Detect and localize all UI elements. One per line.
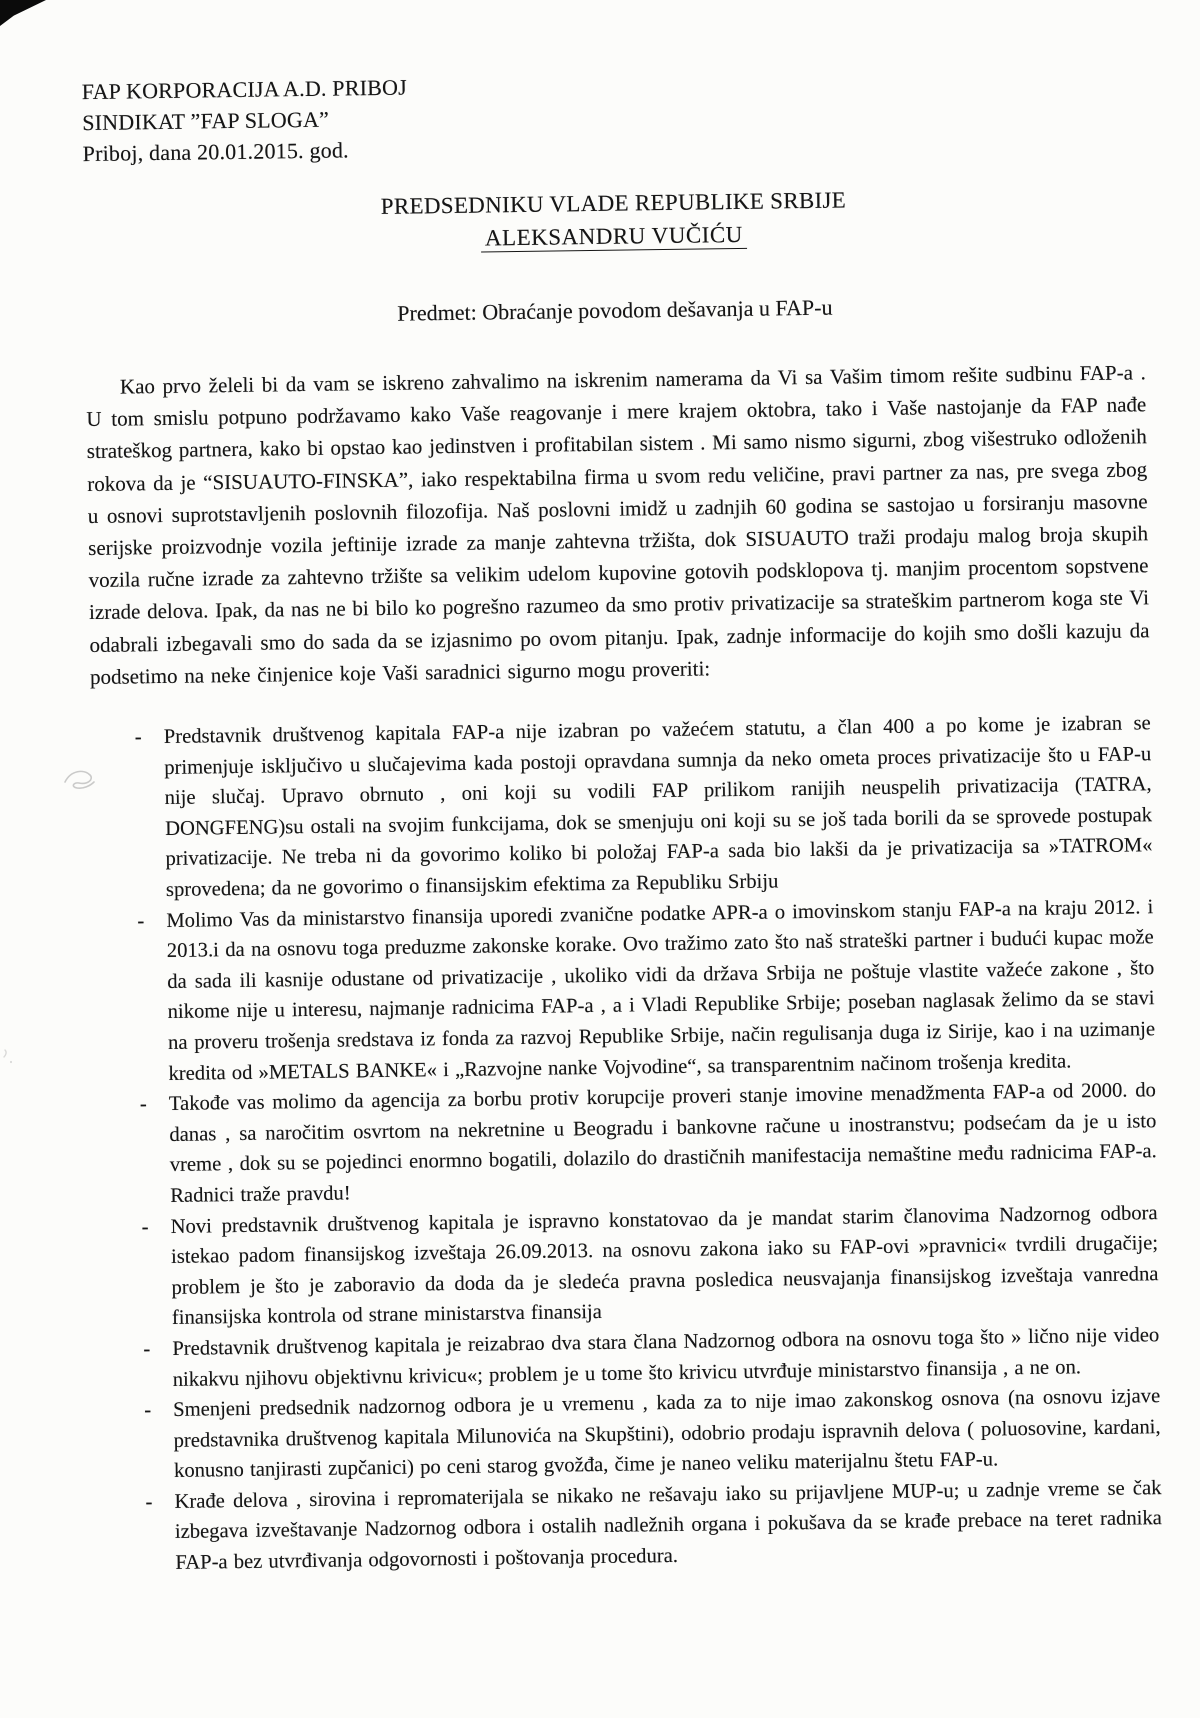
bullet-text: Novi predstavnik društvenog kapitala je ispravno konstatovao da je mandat starim članovima Nadzornog odbora istekao padom finansijskog izveštaja 26.09.2013. na osnovu zakona iako su FAP-ovi »pravnici« tvrdili drugačije; problem je što je zaboravio da doda da je sledeća pravna posledica neusvajanja finansijskog izveštaja vanredna finansijska kontrola od strane ministarstva finansija <box>170 1201 1159 1330</box>
bullet-dash: - <box>145 1491 153 1514</box>
list-item <box>145 1473 1162 1579</box>
bullet-dash: - <box>141 1215 149 1238</box>
bullet-text: Smenjeni predsednik nadzornog odbora je u vremenu , kada za to nije imao zakonskog osnova (na osnovu izjave predstavnika društvenog kapitala Milunovića na Skupštini), odobrio prodaju ispravnih delova ( poluosovine, kardani, konusno tanjirasti zupčanici) po ceni starog gvožđa, čime je naneo veliku materijalnu štetu FAP-u. <box>173 1385 1161 1483</box>
bullet-text: Predstavnik društvenog kapitala je reizabrao dva stara člana Nadzornog odbora na osnovu toga što » lično nije video nikakvu njihovu objektivnu krivicu«; problem je u tome što krivicu utvrđuje ministarstvo finansija , a ne on. <box>172 1324 1160 1391</box>
bullet-list <box>91 708 1163 1579</box>
recipient-name-underlined: ALEKSANDRU VUČIĆU <box>481 222 747 253</box>
bullet-dash: - <box>139 1093 147 1116</box>
list-item <box>144 1381 1161 1487</box>
list-item <box>134 708 1153 905</box>
sender-union-line: SINDIKAT ”FAP SLOGA” <box>82 106 330 136</box>
list-item <box>139 1075 1158 1211</box>
bullet-dash: - <box>134 726 142 749</box>
sender-org-line: FAP KORPORACIJA A.D. PRIBOJ <box>81 74 408 105</box>
bullet-dash: - <box>144 1399 152 1422</box>
sender-block <box>82 61 1143 169</box>
subject-line: Predmet: Obraćanje povodom dešavanja u FAP-u <box>397 294 833 326</box>
bullet-text: Takođe vas molimo da agencija za borbu protiv korupcije proveri stanje imovine menadžmenta FAP-a od 2000. do danas , sa naročitim osvrtom na nekretnine u Beogradu i bankovne račune u inostranstvu; podsećam da je u isto vreme , dok su se pojedinci enormno bogatili, dolazilo do drastičnih manifestacija nemaštine među radnicima FAP-a. Radnici traže pravdu! <box>168 1079 1157 1207</box>
bullet-dash: - <box>137 909 145 932</box>
bullet-text: Predstavnik društvenog kapitala FAP-a nije izabran po važećem statutu, a član 400 a po kome je izabran se primenjuje isključivo u slučajevima kada postoji opravdana sumnja da neko ometa proces privatizacije što u FAP-u nije slučaj. Upravo obrnuto , oni koji su vodili FAP prilikom ranijih neuspelih privatizacija (TATRA, DONGFENG)su ostali na svojim funkcijama, dok se smenjuju oni koji su se još tada borili da se sprovede postupak privatizacije. Ne treba ni da govorimo koliko bi položaj FAP-a sada bio lakši da je privatizacija sa »TATROM« sprovedena; da ne govorimo o finansijskim efektima za Republiku Srbiju <box>163 712 1153 901</box>
bullet-dash: - <box>143 1338 151 1361</box>
recipient-block <box>83 180 1144 261</box>
bullet-text: Krađe delova , sirovina i repromaterijala se nikako ne rešavaju iako su prijavljene MUP-u; u zadnje vreme se čak izbegava izveštavanje Nadzornog odbora i ostalih nadležnih organa i pokušava da se krađe prebace na teret radnika FAP-a bez utvrđivanja odgovornosti i poštovanja procedura. <box>174 1477 1162 1574</box>
sender-date-line: Priboj, dana 20.01.2015. god. <box>82 137 349 167</box>
intro-paragraph: Kao prvo želeli bi da vam se iskreno zahvalimo na iskrenim namerama da Vi sa Vašim timom rešite sudbinu FAP-a . U tom smislu potpuno podržavamo kako Vaše reagovanje i mere krajem oktobra, tako i Vaše nastojanje da FAP nađe strateškog partnera, kako bi opstao kao jedinstven i profitabilan sistem . Mi samo nismo sigurni, zbog višestruko odloženih rokova da je “SISUAUTO-FINSKA”, iako respektabilna firma u svom redu veličine, pravi partner za nas, pre svega zbog u osnovi suprotstavljenih poslovnih filozofija. Naš poslovni imidž u zadnjih 60 godina se sastojao u forsiranju masovne serijske proizvodnje vozila jeftinije izrade za manje zahtevna tržišta, dok SISUAUTO traži prodaju malog broja skupih vozila ručne izrade za zahtevno tržište sa velikim udelom kupovine gotovih podsklopova tj. manjim procentom sopstvene izrade delova. Ipak, da nas ne bi bilo ko pogrešno razumeo da smo protiv privatizacije sa strateškim partnerom koga ste Vi odabrali izbegavali smo do sada da se izjasnimo po ovom pitanju. Ipak, zadnje informacije do kojih smo došli kazuju da podsetimo na neke činjenice koje Vaši saradnici sigurno mogu proveriti: <box>86 360 1150 689</box>
bullet-text: Molimo Vas da ministarstvo finansija uporedi zvanične podatke APR-a o imovinskom stanju FAP-a na kraju 2012. i 2013.i da na osnovu toga preduzme zakonske korake. Ovo tražimo zato što naš strateški partner i budući kupac može da sada ili kasnije odustane od privatizacije , ukoliko vidi da država Srbija ne poštuje vlastite važeće zakone , što nikome nije u interesu, najmanje radnicima FAP-a , a i Vladi Republike Srbije; poseban naglasak želimo da se stavi na proveru trošenja sredstava iz fonda za razvoj Republike Srbije, način regulisanja duga iz Sirije, kao i na uzimanje kredita od »METALS BANKE« i „Razvojne nanke Vojvodine“, sa transparentnim načinom trošenja kredita. <box>166 895 1156 1085</box>
recipient-title: PREDSEDNIKU VLADE REPUBLIKE SRBIJE <box>380 187 847 219</box>
list-item <box>137 892 1156 1089</box>
list-item <box>141 1198 1159 1334</box>
